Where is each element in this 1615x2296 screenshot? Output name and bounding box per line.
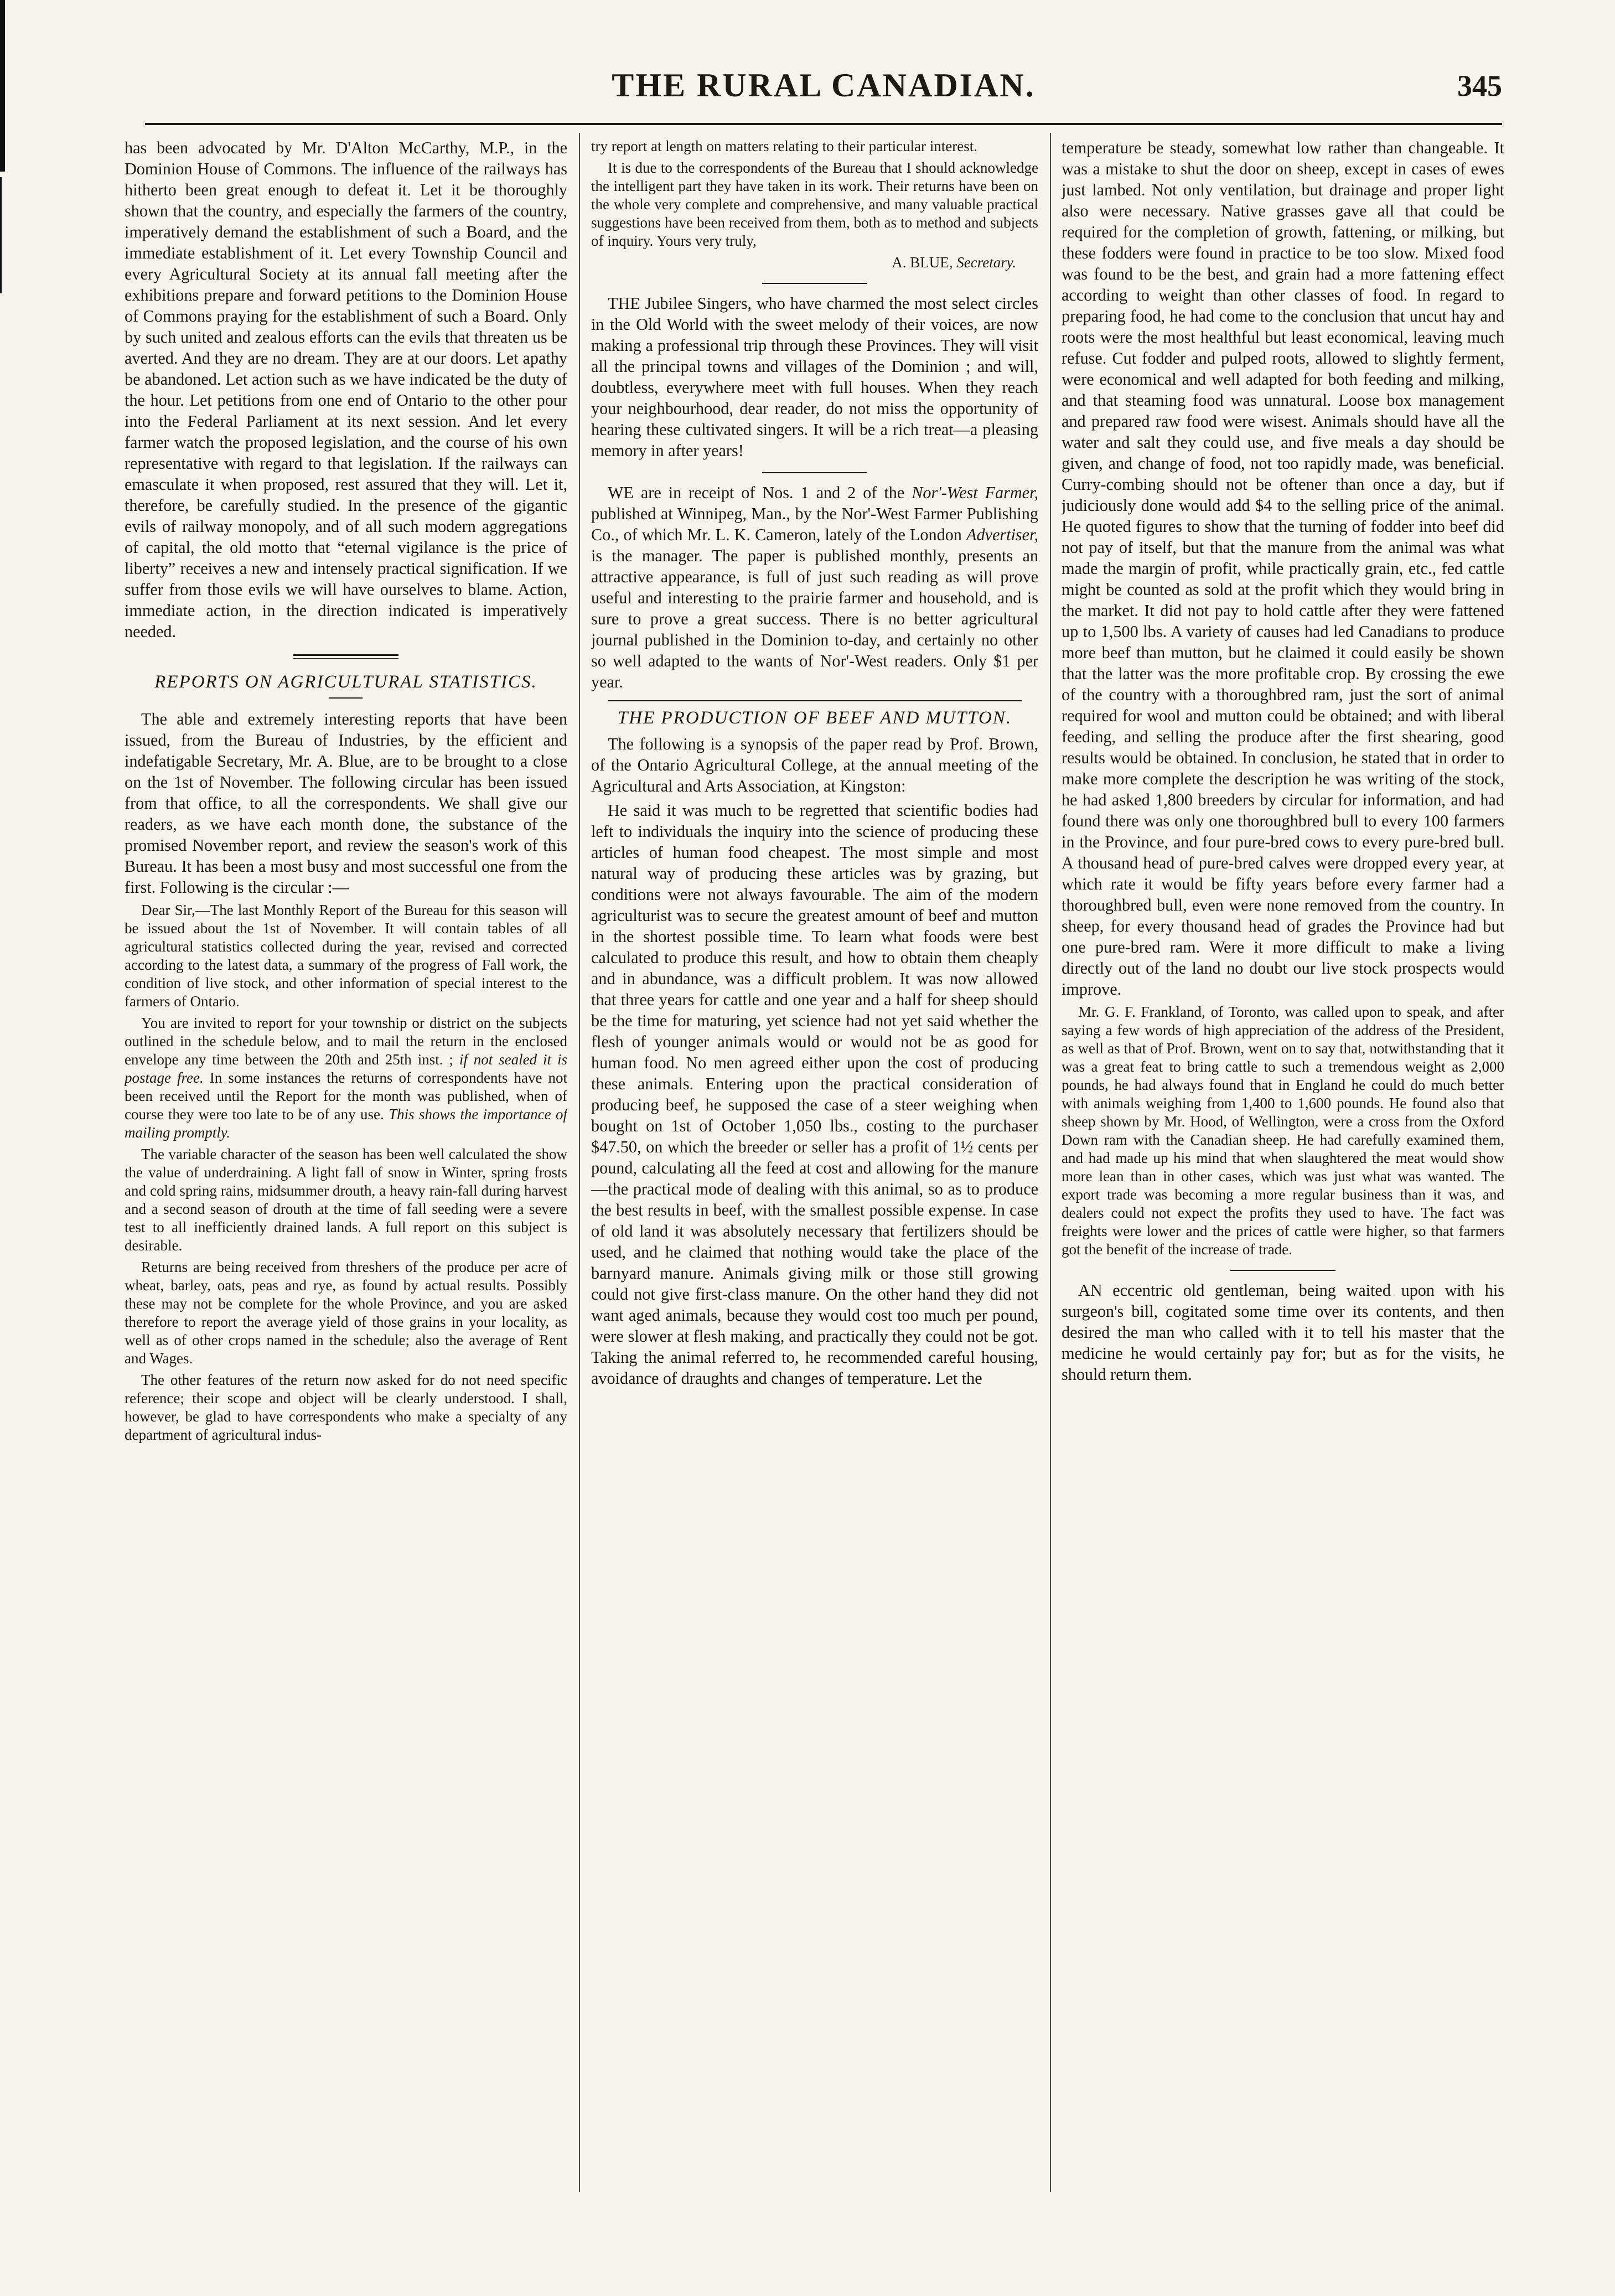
- circular-paragraph: The variable character of the season has been well calculated the show the value of underdraining. A light fall of snow in Winter, spring frosts and cold spring rains, midsummer drouth, a heavy rain-fall during harvest and a second season of drouth at the time of fall seeding were a severe test to all inefficiently drained lands. A full report on this subject is desirable.: [125, 1146, 567, 1254]
- article-paragraph: He said it was much to be regretted that scientific bodies had left to individuals the inquiry into the science of producing these articles of human food cheapest. The most simple and most natural way of producing these articles was by grazing, but conditions were not always favourable. The aim of the modern agriculturist was to secure the greatest amount of beef and mutton in the shortest possible time. To learn what foods were best calculated to produce this result, and how to obtain them cheaply and in abundance, was a difficult problem. It was now allowed that three years for cattle and one year and a half for sheep should be the time for maturing, yet science had not yet said whether the flesh of younger animals would or would not be as good for human food. No men agreed either upon the cost of producing these animals. Entering upon the practical consideration of producing beef, he supposed the case of a steer weighing when bought on 1st of October 1,050 lbs., costing to the purchaser $47.50, on which the breeder or seller has a profit of 1½ cents per pound, calculating all the feed at cost and allowing for the manure—the practical mode of dealing with this animal, so as to produce the best results in beef, with the smallest possible expense. In case of old land it was absolutely necessary that fertilizers should be used, and he claimed that nothing would take the place of the barnyard manure. Animals giving milk or those still growing could not give first-class manure. On the other hand they did not want aged animals, because they would cost too much per pound, were slower at flesh making, and practically they could not be got. Taking the animal referred to, he recommended careful housing, avoidance of draughts and changes of temperature. Let the: [591, 801, 1038, 1388]
- signature-name: A. BLUE,: [892, 254, 953, 271]
- binding-edge-mark: [0, 0, 5, 172]
- circular-continuation: [591, 137, 1038, 272]
- column-divider: [1050, 133, 1051, 2192]
- news-text: published at Winnipeg, Man., by the Nor'-West Farmer Publishing Co., of which Mr. L. K. Cameron, lately of the London: [591, 504, 1038, 544]
- separator-rule: [762, 283, 867, 284]
- section-heading: THE PRODUCTION OF BEEF AND MUTTON.: [608, 700, 1022, 729]
- circular-block: [125, 901, 567, 1444]
- circular-paragraph: Dear Sir,—The last Monthly Report of the Bureau for this season will be issued about the 1st of November. It will contain tables of all agricultural statistics collected during the year, revised and corrected according to the latest data, a summary of the progress of Fall work, the condition of live stock, and other information of special interest to the farmers of Ontario.: [125, 902, 567, 1010]
- news-text: is the manager. The paper is published monthly, presents an attractive appearance, is full of just such reading as will prove useful and interesting to the prairie farmer and household, and is sure to prove a great success. There is no better agricultural journal published in the Dominion to-day, and certainly no other so well adapted to the wants of Nor'-West readers. Only $1 per year.: [591, 546, 1038, 691]
- separator-rule: [762, 472, 867, 473]
- heading-dash: [329, 697, 363, 699]
- anecdote-paragraph: AN eccentric old gentleman, being waited upon with his surgeon's bill, cogitated some time over its contents, and then desired the man who called with it to tell his master that the medicine he would certainly pay for; but as for the visits, he should return them.: [1062, 1281, 1504, 1384]
- circular-paragraph: The other features of the return now asked for do not need specific reference; their scope and object will be clearly understood. I shall, however, be glad to have correspondents who make a specialty of any department of agricultural indus-: [125, 1372, 567, 1443]
- circular-text: In some instances the returns of correspondents have not been received until the Report for the month was published, when of course they were too late to be of any use.: [125, 1069, 567, 1123]
- publication-title: Advertiser,: [966, 525, 1038, 544]
- article-paragraph: temperature be steady, somewhat low rather than changeable. It was a mistake to shut the door on sheep, except in cases of ewes just lambed. Not only ventilation, but drainage and proper light also were necessary. Native grasses gave all that could be required for the completion of growth, fattening, or milking, but these fodders were found in practice to be too slow. Mixed food was found to be the best, and grain had a more fattening effect according to weight than other classes of food. In regard to preparing food, he had come to the conclusion that uncut hay and roots were the most healthful but least economical, leaving much refuse. Cut fodder and pulped roots, allowed to slightly ferment, were economical and well adapted for both feeding and milking, and that steaming food was unnatural. Loose box management and prepared raw food were wisest. Animals should have all the water and salt they could use, and five meals a day should be given, and change of food, not too rapidly made, was beneficial. Curry-combing should not be oftener than once a day, but if judiciously done would add $4 to the selling price of the animal. He quoted figures to show that the turning of fodder into beef did not pay of itself, but that the manure from the animal was what made the margin of profit, while practically grain, etc., fed cattle might be counted as sold at the profit which they would bring in the market. It did not pay to hold cattle after they were fattened up to 1,500 lbs. A variety of causes had led Canadians to produce more beef than mutton, but he claimed it could easily be shown that the latter was the more profitable crop. By crossing the ewe of the country with a thoroughbred ram, just the sort of animal required for wool and mutton could be obtained; and with liberal feeding, and selling the produce after the first shearing, good results would be obtained. In conclusion, he stated that in order to make more complete the description he was writing of the stock, he had asked 1,800 breeders by circular for information, and had found there was only one thoroughbred bull to every 100 farmers in the Province, and four pure-bred cows to every pure-bred bull. A thousand head of pure-bred calves were dropped every year, at which rate it would be fifty years before every farmer had a thoroughbred bull, even were none removed from the country. In sheep, for every thousand head of grades the Province had but one pure-bred ram. Were it more difficult to make a living directly out of the land no doubt our live stock prospects would improve.: [1062, 138, 1504, 999]
- signature-title: Secretary.: [956, 254, 1016, 271]
- article-paragraph: Mr. G. F. Frankland, of Toronto, was called upon to speak, and after saying a few words of high appreciation of the address of the President, as well as that of Prof. Brown, went on to say that, notwithstanding that it was a great feat to bring cattle to such a tremendous weight as 2,000 pounds, he had always found that in England he could do much better with animals weighing from 1,400 to 1,600 pounds. He found also that sheep shown by Mr. Hood, of Wellington, were a cross from the Oxford Down ram with the Canadian sheep. He had carefully examined them, and had made up his mind that when slaughtered the meat would show more lean than in other cases, which was just what was wanted. The export trade was becoming a more regular business than it was, and dealers could not expect the profits they used to have. The fact was freights were lower and the prices of cattle were higher, so that farmers got the benefit of the increase of trade.: [1062, 1004, 1504, 1258]
- header-rule: [145, 123, 1502, 125]
- column-3: [1062, 137, 1504, 2196]
- circular-emphasis: This shows the importance of mailing promptly.: [125, 1106, 567, 1141]
- circular-paragraph: Returns are being received from threshers of the produce per acre of wheat, barley, oats, peas and rye, as found by actual results. Possibly these may not be complete for the whole Province, and you are asked therefore to report the average yield of those grains in your locality, as well as of other crops named in the schedule; also the average of Rent and Wages.: [125, 1259, 567, 1367]
- article-paragraph: The able and extremely interesting reports that have been issued, from the Bureau of Industries, by the efficient and indefatigable Secretary, Mr. A. Blue, are to be brought to a close on the 1st of November. The following circular has been issued from that office, to all the correspondents. We shall give our readers, as we have each month done, the substance of the promised November report, and review the season's work of this Bureau. It has been a most busy and most successful one from the first. Following is the circular :—: [125, 710, 567, 897]
- page-number: 345: [1457, 69, 1502, 102]
- circular-text: You are invited to report for your township or district on the subjects outlined in the schedule below, and to mail the return in the enclosed envelope any time between the 20th and 25th inst. ;: [125, 1015, 567, 1068]
- masthead-title: THE RURAL CANADIAN.: [612, 67, 1036, 104]
- column-2: [591, 137, 1038, 2196]
- section-ornament: [293, 654, 398, 659]
- column-1: [125, 137, 567, 2196]
- separator-rule: [1230, 1270, 1336, 1271]
- page-header: [145, 66, 1502, 119]
- news-paragraph: THE Jubilee Singers, who have charmed the most select circles in the Old World with the sweet melody of their voices, are now making a professional trip through these Provinces. They will visit all the principal towns and villages of the Dominion ; and will, doubtless, everywhere meet with full houses. When they reach your neighbourhood, dear reader, do not miss the opportunity of hearing these cultivated singers. It will be a rich treat—a pleasing memory in after years!: [591, 294, 1038, 460]
- column-divider: [579, 133, 580, 2192]
- signature: [591, 254, 1038, 272]
- circular-paragraph: try report at length on matters relating to their particular interest.: [591, 138, 978, 154]
- publication-title: Nor'-West Farmer,: [912, 483, 1038, 502]
- article-paragraph: The following is a synopsis of the paper read by Prof. Brown, of the Ontario Agricultural College, at the annual meeting of the Agricultural and Arts Association, at Kingston:: [591, 735, 1038, 795]
- news-paragraph: [591, 482, 1038, 692]
- circular-emphasis: if not sealed it is postage free.: [125, 1051, 567, 1086]
- section-heading: REPORTS ON AGRICULTURAL STATISTICS.: [154, 672, 537, 692]
- binding-edge-mark: [0, 177, 2, 293]
- circular-paragraph: It is due to the correspondents of the Bureau that I should acknowledge the intelligent part they have taken in its work. Their returns have been on the whole very complete and comprehensive, and many valuable practical suggestions have been received from them, both as to method and subjects of inquiry. Yours very truly,: [591, 159, 1038, 249]
- circular-paragraph: [125, 1014, 567, 1142]
- article-paragraph: has been advocated by Mr. D'Alton McCarthy, M.P., in the Dominion House of Commons. The influence of the railways has hitherto been great enough to defeat it. Let it be thoroughly shown that the country, and especially the farmers of the country, imperatively demand the establishment of such a Board, and the immediate establishment of it. Let every Township Council and every Agricultural Society at its annual fall meeting after the exhibitions prepare and forward petitions to the Dominion House of Commons praying for the establishment of such a Board. Only by such united and zealous efforts can the evils that threaten us be averted. And they are no dream. They are at our doors. Let apathy be abandoned. Let action such as we have indicated be the duty of the hour. Let petitions from one end of Ontario to the other pour into the Federal Parliament at its next session. And let every farmer watch the proposed legislation, and the course of his own representative with regard to that legislation. If the railways can emasculate it when proposed, rest assured that they will. Let it, therefore, be carefully studied. In the presence of the gigantic evils of railway monopoly, and of all such modern aggregations of capital, the old motto that “eternal vigilance is the price of liberty” receives a new and intensely practical signification. If we suffer from those evils we will have ourselves to blame. Action, immediate action, in the direction indicated is imperatively needed.: [125, 138, 567, 641]
- news-text: WE are in receipt of Nos. 1 and 2 of the: [608, 483, 905, 502]
